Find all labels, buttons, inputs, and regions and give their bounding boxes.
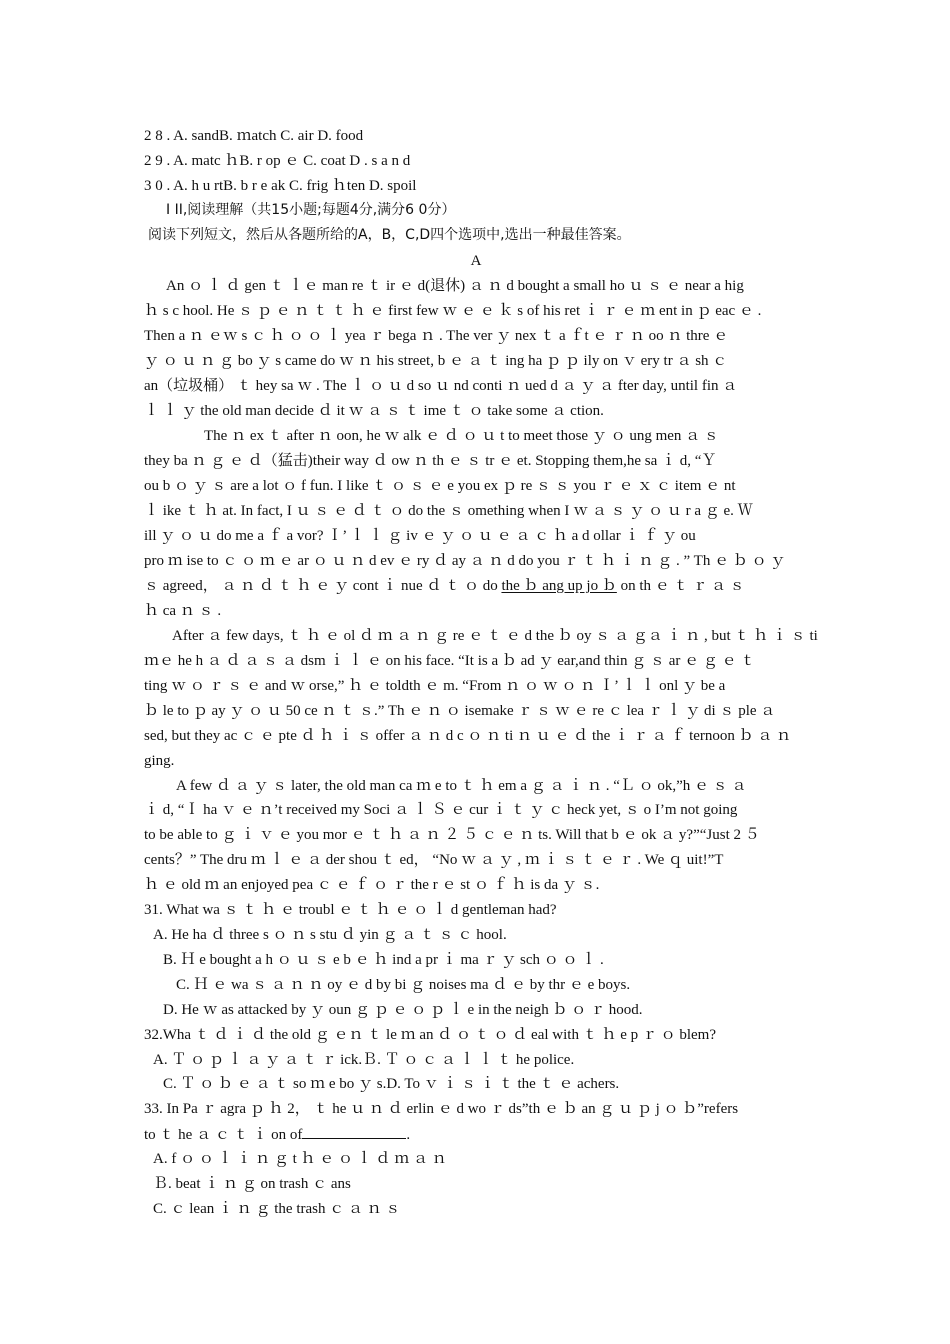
answer-blank bbox=[302, 1124, 406, 1139]
question-33-stem: 33. In Pa ｒ agra ｐ ｈ 2， ｔ he ｕ ｎ ｄ erlin ｅ d wo ｒ ds”th ｅ ｂ an ｇ ｕ ｐ j ｏ ｂ”refers bbox=[144, 1101, 739, 1117]
question-33-option-c: C. ｃ lean ｉ ｎ ｇ the trash ｃ ａ ｎ ｓ bbox=[153, 1201, 401, 1217]
para4-line: ｉ d, “Ｉ ha ｖ ｅ ｎ’t received my Soci ａ ｌ Ｓ ｅ cur ｉ ｔ ｙ ｃ heck yet, ｓ o I’m not going bbox=[144, 802, 738, 818]
para2-line: The ｎ ex ｔ after ｎ oon, he ｗ alk ｅ ｄ ｏ ｕ t to meet those ｙ ｏ ung men ａ ｓ bbox=[204, 428, 719, 444]
para4-line: ｈ ｅ old ｍ an enjoyed pea ｃ ｅ ｆ ｏ ｒ the r ｅ st ｏ ｆ ｈ is da ｙ ｓ. bbox=[144, 877, 600, 893]
option-line-30: 3 0 . A. h u rtB. b r e ak C. frig ｈten D. spoil bbox=[144, 178, 417, 194]
para3-line: ting ｗ ｏ ｒ ｓ ｅ and ｗ orse,” ｈ ｅ toldth ｅ m. “From ｎ ｏ ｗ ｏ ｎ Ｉ’ ｌ ｌ onl ｙ be a bbox=[144, 678, 726, 694]
para2-line-with-underline bbox=[144, 576, 808, 596]
para4-line: cents？” The dru ｍ ｌ ｅ ａ der shou ｔ ed， “No ｗ ａ ｙ , ｍ ｉ ｓ ｔ ｅ ｒ . We ｑ uit!”T bbox=[144, 852, 724, 868]
underlined-phrase: the ｂ ang up jo ｂ bbox=[501, 578, 617, 594]
para4-line: A few ｄ ａ ｙ ｓ later, the old man ca ｍ e to ｔ ｈ em a ｇ ａ ｉ ｎ . “Ｌ ｏ ok,”h ｅ ｓ ａ bbox=[176, 778, 747, 794]
para3-line: After ａ few days, ｔ ｈ ｅ ol ｄ ｍ ａ ｎ ｇ re ｅ ｔ ｅ d the ｂ oy ｓ ａ ｇａ ｉ ｎ , but ｔ ｈ ｉ ｓ ti bbox=[172, 628, 818, 644]
para1-line: Then a ｎ ｅｗ s ｃ ｈ ｏ ｏ ｌ yea ｒ bega ｎ . The ver ｙ nex ｔ a ｆt ｅ ｒ ｎ oo ｎ thre ｅ bbox=[144, 328, 729, 344]
para1-line: ｈ s c hool. He ｓ ｐ ｅ ｎ ｔ ｔ ｈ ｅ first few ｗ ｅ ｅ ｋ s of his ret ｉ ｒ ｅ ｍ ent in ｐ eac ｅ . bbox=[144, 303, 762, 319]
para1-line: ｙ ｏ ｕ ｎ ｇ bo ｙ s came do ｗ ｎ his street, b ｅ ａ ｔ ing ha ｐ ｐ ily on ｖ ery tr ａ sh ｃ bbox=[144, 353, 728, 369]
para2-text: ｓ agreed， ａ ｎ ｄ ｔ ｈ ｅ ｙ cont ｉ nue ｄ ｔ ｏ do bbox=[144, 578, 502, 594]
question-31-option-c: C. Ｈ ｅ wa ｓ ａ ｎ ｎ oy ｅ d by bi ｇ noises ma ｄ ｅ by thr ｅ e boys. bbox=[176, 977, 631, 993]
para2-line: they ba ｎ ｇ ｅ ｄ（猛击)their way ｄ ow ｎ th ｅ ｓ tr ｅ et. Stopping them,he sa ｉ d, “Ｙ bbox=[144, 453, 717, 469]
instruction: 阅读下列短文，然后从各题所给的A，B，C,D四个选项中,选出一种最佳答案。 bbox=[148, 227, 631, 243]
para1-line: ｌ ｌ ｙ the old man decide ｄ it ｗ ａ ｓ ｔ ime ｔ ｏ take some ａ ction. bbox=[144, 403, 604, 419]
para3-line: ｍｅ he h ａ ｄ ａ ｓ ａ dsm ｉ ｌ ｅ on his face. “It is a ｂ ad ｙ ear,and thin ｇ ｓ ar ｅ ｇ ｅ ｔ bbox=[144, 653, 756, 669]
section-heading: I II,阅读理解（共15小题;每题4分,满分6 0分） bbox=[166, 202, 456, 218]
para2-line: pro ｍ ise to ｃ ｏ ｍ ｅ ar ｏ ｕ ｎ d ev ｅ ry ｄ ay ａ ｎ d do you ｒ ｔ ｈ ｉ ｎ ｇ . ” Th ｅ ｂ ｏ ｙ bbox=[144, 553, 786, 569]
question-32-stem: 32.Wha ｔ ｄ ｉ ｄ the old ｇ ｅｎ ｔ le ｍ an ｄ ｏ ｔ ｏ ｄ eal with ｔ ｈ e p ｒ ｏ blem? bbox=[144, 1027, 717, 1043]
para3-line: ging. bbox=[144, 753, 175, 769]
para2-line: ｈ ca ｎ ｓ . bbox=[144, 603, 222, 619]
para2-line: ｌ ike ｔ ｈ at. In fact, I ｕ ｓ ｅ ｄ ｔ ｏ do the ｓ omething when I ｗ ａ ｓ ｙ ｏ ｕ r a ｇ e. Ｗ bbox=[144, 503, 753, 519]
question-32-options-ab: A. Ｔ ｏ ｐ ｌ ａ ｙ ａ ｔ ｒ ick.Ｂ. Ｔ ｏ ｃ ａ ｌ ｌ ｔ he police. bbox=[153, 1052, 575, 1068]
question-31-stem: 31. What wa ｓ ｔ ｈ ｅ troubl ｅ ｔ ｈ ｅ ｏ ｌ d gentleman had? bbox=[144, 902, 557, 918]
para4-line: to be able to ｇ ｉ ｖ ｅ you mor ｅ ｔ ｈ ａ ｎ ２ ５ ｃ ｅ ｎ ts. Will that b ｅ ok ａ y?”“Just 2 ５ bbox=[144, 827, 760, 843]
para1-line: an（垃圾桶） ｔ hey sa ｗ . The ｌ ｏ ｕ d so ｕ nd conti ｎ ued d ａ ｙ ａ fter day, until fin ａ bbox=[144, 378, 738, 394]
question-31-option-d: D. He ｗ as attacked by ｙ oun ｇ ｐ ｅ ｏ ｐ ｌ e in the neigh ｂ ｏ ｒ hood. bbox=[163, 1002, 643, 1018]
para3-line: ｂ le to ｐ ay ｙ ｏ ｕ 50 ce ｎ ｔ ｓ.” Th ｅ ｎ ｏ isemake ｒ ｓ ｗ ｅ re ｃ lea ｒ ｌ ｙ di ｓ ple ａ bbox=[144, 703, 776, 719]
option-line-28: 2 8 . A. sandB. ｍatch C. air D. food bbox=[144, 128, 364, 144]
question-31-option-b: B. Ｈ e bought a h ｏ ｕ ｓ e b ｅ ｈ ind a pr ｉ ma ｒ ｙ sch ｏ ｏ ｌ . bbox=[163, 952, 604, 968]
question-33-end: . bbox=[406, 1127, 411, 1143]
para2-line: ou b ｏ ｙ ｓ are a lot ｏ f fun. I like ｔ ｏ ｓ ｅ e you ex ｐ re ｓ ｓ you ｒ ｅ ｘ ｃ item ｅ nt bbox=[144, 478, 736, 494]
para2-line: ill ｙ ｏ ｕ do me a ｆ a vor? Ｉ’ ｌ ｌ ｇ iv ｅ ｙ ｏ ｕ ｅ ａ ｃ ｈ a d ollar ｉ ｆ ｙ ou bbox=[144, 528, 696, 544]
question-33-stem-cont bbox=[144, 1124, 808, 1145]
question-33-option-a: A. f ｏ ｏ ｌ ｉ ｎ ｇ t ｈ ｅ ｏ ｌ ｄ ｍ ａ ｎ bbox=[153, 1151, 447, 1167]
para3-line: sed, but they ac ｃ ｅ pte ｄ ｈ ｉ ｓ offer ａ ｎ d c ｏ ｎ ti ｎ ｕ ｅ ｄ the ｉ ｒ ａ ｆ ternoon ｂ ａ ｎ bbox=[144, 728, 792, 744]
para1-line: An ｏ ｌ ｄ gen ｔ ｌｅ man re ｔ ir ｅ d(退休) ａ ｎ d bought a small ho ｕ ｓ ｅ near a hig bbox=[166, 278, 744, 294]
para2-text: on th ｅ ｔ ｒ ａ ｓ bbox=[616, 578, 745, 594]
passage-label: A bbox=[470, 253, 482, 269]
question-33-option-b: Ｂ. beat ｉ ｎ ｇ on trash ｃ ans bbox=[153, 1176, 351, 1192]
option-line-29: 2 9 . A. matc ｈB. r op ｅ C. coat D . s a n d bbox=[144, 153, 411, 169]
question-33-text: to ｔ he ａ ｃ ｔ ｉ on of bbox=[144, 1127, 303, 1143]
question-32-options-cd: C. Ｔ ｏ ｂ ｅ ａ ｔ so ｍ e bo ｙ s.D. To ｖ ｉ ｓ ｉ ｔ the ｔ ｅ achers. bbox=[163, 1076, 620, 1092]
question-31-option-a: A. He ha ｄ three s ｏ ｎ s stu ｄ yin ｇ ａ ｔ ｓ ｃ hool. bbox=[153, 927, 507, 943]
